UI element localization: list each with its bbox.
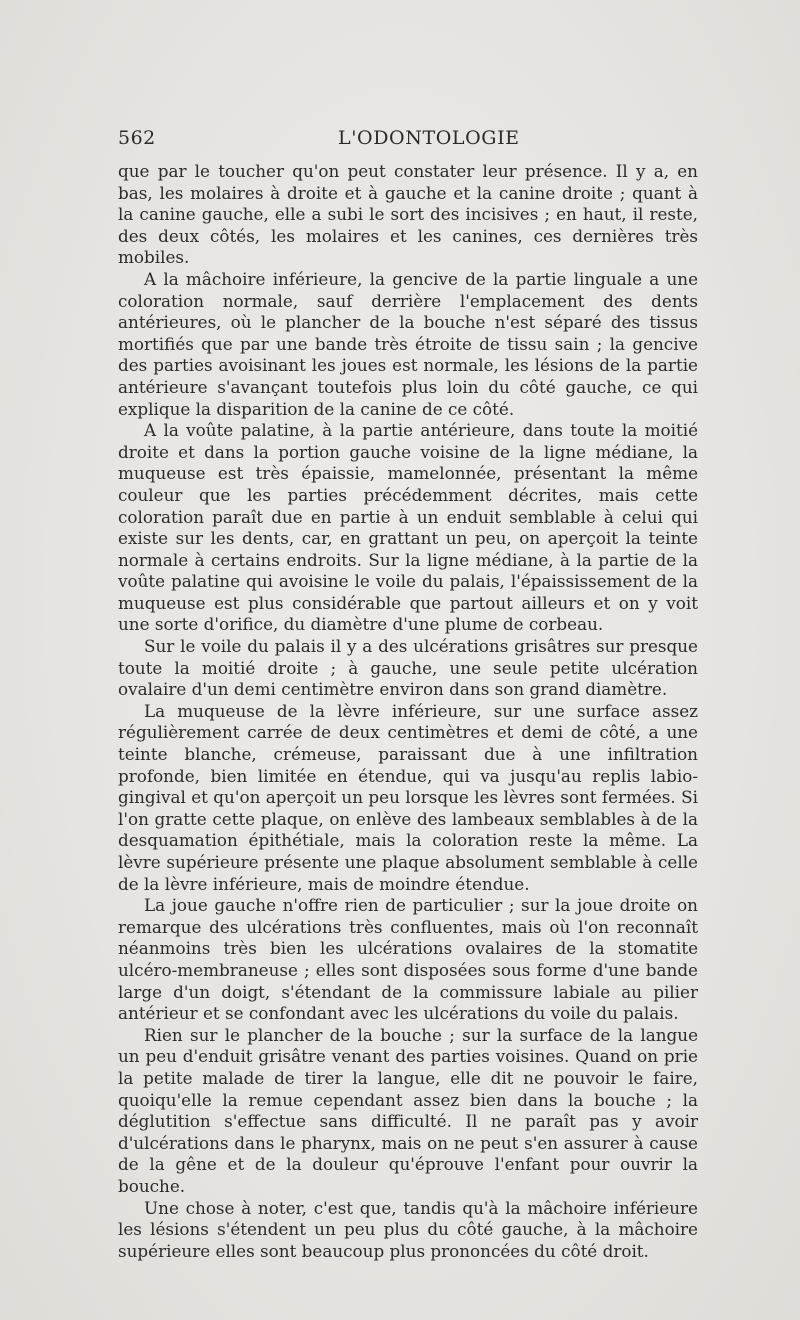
paragraph: que par le toucher qu'on peut constater leur présence. Il y a, en bas, les molaires à droite et à gauche et la canine droite ; quant à la canine gauche, elle a subi le sort des incisives ; en haut, il reste, des deux côtés, les molaires et les canines, ces dernières très mobiles.: [118, 161, 698, 268]
body-text: [118, 161, 698, 1262]
paragraph: La muqueuse de la lèvre inférieure, sur une surface assez régulièrement carrée de deux centimètres et demi de côté, a une teinte blanche, crémeuse, paraissant due à une infiltration profonde, bien limitée en étendue, qui va jusqu'au replis labio-gingival et qu'on aperçoit un peu lorsque les lèvres sont fermées. Si l'on gratte cette plaque, on enlève des lambeaux semblables à de la desquamation épithétiale, mais la coloration reste la même. La lèvre supérieure présente une plaque absolument semblable à celle de la lèvre inférieure, mais de moindre étendue.: [118, 700, 698, 894]
paragraph: Sur le voile du palais il y a des ulcérations grisâtres sur presque toute la moitié droite ; à gauche, une seule petite ulcération ovalaire d'un demi centimètre environ dans son grand diamètre.: [118, 636, 698, 700]
paragraph: La joue gauche n'offre rien de particulier ; sur la joue droite on remarque des ulcérations très confluentes, mais où l'on reconnaît néanmoins très bien les ulcérations ovalaires de la stomatite ulcéro-membraneuse ; elles sont disposées sous forme d'une bande large d'un doigt, s'étendant de la commissure labiale au pilier antérieur et se confondant avec les ulcérations du voile du palais.: [118, 895, 698, 1024]
page-number: 562: [118, 127, 156, 149]
paragraph: A la voûte palatine, à la partie antérieure, dans toute la moitié droite et dans la portion gauche voisine de la ligne médiane, la muqueuse est très épaissie, mamelonnée, présentant la même couleur que les parties précédemment décrites, mais cette coloration paraît due en partie à un enduit semblable à celui qui existe sur les dents, car, en grattant un peu, on aperçoit la teinte normale à certains endroits. Sur la ligne médiane, à la partie de la voûte palatine qui avoisine le voile du palais, l'épaississement de la muqueuse est plus considérable que partout ailleurs et on y voit une sorte d'orifice, du diamètre d'une plume de corbeau.: [118, 420, 698, 635]
paragraph: Rien sur le plancher de la bouche ; sur la surface de la langue un peu d'enduit grisâtre venant des parties voisines. Quand on prie la petite malade de tirer la langue, elle dit ne pouvoir le faire, quoiqu'elle la remue cependant assez bien dans la bouche ; la déglutition s'effectue sans difficulté. Il ne paraît pas y avoir d'ulcérations dans le pharynx, mais on ne peut s'en assurer à cause de la gêne et de la douleur qu'éprouve l'enfant pour ouvrir la bouche.: [118, 1024, 698, 1196]
page-header: [118, 127, 698, 151]
paragraph: A la mâchoire inférieure, la gencive de la partie linguale a une coloration normale, sauf derrière l'emplacement des dents antérieures, où le plancher de la bouche n'est séparé des tissus mortifiés que par une bande très étroite de tissu sain ; la gencive des parties avoisinant les joues est normale, les lésions de la partie antérieure s'avançant toutefois plus loin du côté gauche, ce qui explique la disparition de la canine de ce côté.: [118, 268, 698, 419]
paragraph: Une chose à noter, c'est que, tandis qu'à la mâchoire inférieure les lésions s'étendent un peu plus du côté gauche, à la mâchoire supérieure elles sont beaucoup plus prononcées du côté droit.: [118, 1197, 698, 1261]
running-title: L'ODONTOLOGIE: [338, 127, 520, 149]
